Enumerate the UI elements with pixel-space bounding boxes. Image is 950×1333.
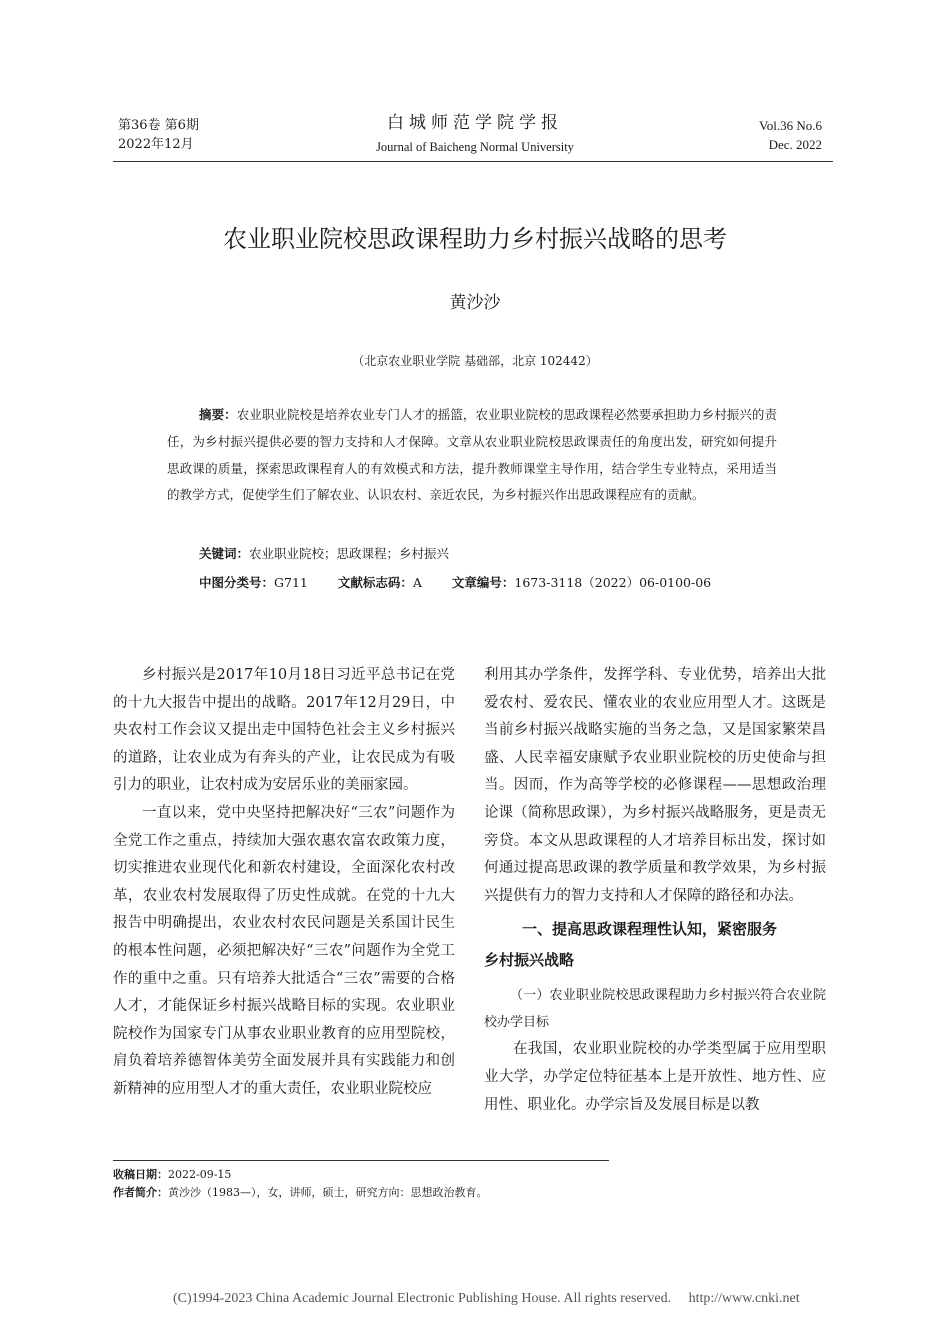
section-heading-line2: 乡村振兴战略 [484, 951, 575, 970]
abstract [167, 402, 777, 509]
body-paragraph: 乡村振兴是2017年10月18日习近平总书记在党的十九大报告中提出的战略。2017年12月29日，中央农村工作会议又提出走中国特色社会主义乡村振兴的道路，让农业成为有奔头的产业，让农民成为有吸引力的职业，让农村成为安居乐业的美丽家园。 [113, 667, 455, 794]
keywords [199, 542, 449, 566]
keywords-label: 关键词： [199, 546, 250, 561]
article-title: 农业职业院校思政课程助力乡村振兴战略的思考 [223, 225, 727, 253]
received-date [113, 1166, 488, 1184]
date-en: Dec. 2022 [768, 137, 822, 152]
doc-code-value: A [412, 575, 422, 590]
author-affiliation: （北京农业职业学院 基础部，北京 102442） [352, 354, 598, 368]
doc-code-label: 文献标志码： [337, 575, 413, 590]
abstract-label: 摘要： [199, 407, 237, 422]
copyright-notice [173, 1289, 800, 1309]
section-heading [484, 914, 826, 976]
copyright-text: (C)1994-2023 China Academic Journal Electronic Publishing House. All rights reserved. [173, 1291, 672, 1306]
body-paragraph: 一直以来，党中央坚持把解决好“三农”问题作为全党工作之重点，持续加大强农惠农富农政策力度，切实推进农业现代化和新农村建设，全面深化农村改革，农业农村发展取得了历史性成就。在党的十九大报告中明确提出，农业农村农民问题是关系国计民生的根本性问题，必须把解决好“三农”问题作为全党工作的重中之重。只有培养大批适合“三农”需要的合格人才，才能保证乡村振兴战略目标的实现。农业职业院校作为国家专门从事农业职业教育的应用型院校，肩负着培养德智体美劳全面发展并具有实践能力和创新精神的应用型人才的重大责任，农业职业院校应 [113, 804, 455, 1097]
article-author: 黄沙沙 [449, 293, 501, 313]
section-heading-line1: 一、提高思政课程理性认知，紧密服务 [522, 920, 778, 939]
volume-issue-en: Vol.36 No.6 [759, 118, 822, 133]
bio-value: 黄沙沙（1983—），女，讲师，硕士，研究方向：思想政治教育。 [168, 1186, 488, 1199]
journal-name-cn: 白城师范学院学报 [387, 113, 563, 133]
article-number-value: 1673-3118（2022）06-0100-06 [514, 575, 712, 590]
body-paragraph: 在我国，农业职业院校的办学类型属于应用型职业大学，办学定位特征基本上是开放性、地方性、应用性、职业化。办学宗旨及发展目标是以教 [484, 1041, 826, 1113]
abstract-indent [167, 407, 199, 422]
abstract-text: 农业职业院校是培养农业专门人才的摇篮，农业职业院校的思政课程必然要承担助力乡村振兴的责任，为乡村振兴提供必要的智力支持和人才保障。文章从农业职业院校思政课责任的角度出发，研究如何提升思政课的质量，探索思政课程育人的有效模式和方法，提升教师课堂主导作用，结合学生专业特点，采用适当的教学方式，促使学生们了解农业、认识农村、亲近农民，为乡村振兴作出思政课程应有的贡献。 [167, 407, 777, 503]
copyright-url[interactable]: http://www.cnki.net [688, 1291, 800, 1306]
volume-issue-cn: 第36卷 第6期 [118, 118, 199, 133]
subsection-heading: （一）农业职业院校思政课程助力乡村振兴符合农业院校办学目标 [484, 988, 826, 1031]
clc-value: G711 [274, 575, 308, 590]
journal-name-en: Journal of Baicheng Normal University [376, 140, 574, 154]
footnotes [113, 1166, 488, 1202]
body-right-column [484, 662, 826, 1119]
body-paragraph-continued: 利用其办学条件，发挥学科、专业优势，培养出大批爱农村、爱农民、懂农业的农业应用型人才。这既是当前乡村振兴战略实施的当务之急，又是国家繁荣昌盛、人民幸福安康赋予农业职业院校的历史使命与担当。因而，作为高等学校的必修课程——思想政治理论课（简称思政课），为乡村振兴战略服务，更是责无旁贷。本文从思政课程的人才培养目标出发，探讨如何通过提高思政课的教学质量和教学效果，为乡村振兴提供有力的智力支持和人才保障的路径和办法。 [484, 667, 826, 904]
classification-line [199, 571, 799, 595]
header-right [759, 116, 822, 154]
author-bio [113, 1184, 488, 1202]
clc-label: 中图分类号： [199, 575, 275, 590]
received-label: 收稿日期： [113, 1168, 168, 1181]
footnote-divider [113, 1160, 609, 1161]
header-divider [113, 161, 833, 162]
bio-label: 作者简介： [113, 1186, 168, 1199]
keywords-text: 农业职业院校；思政课程；乡村振兴 [249, 546, 450, 561]
article-number-label: 文章编号： [451, 575, 515, 590]
body-left-column [113, 662, 455, 1104]
date-cn: 2022年12月 [118, 137, 194, 152]
received-value: 2022-09-15 [168, 1168, 232, 1181]
